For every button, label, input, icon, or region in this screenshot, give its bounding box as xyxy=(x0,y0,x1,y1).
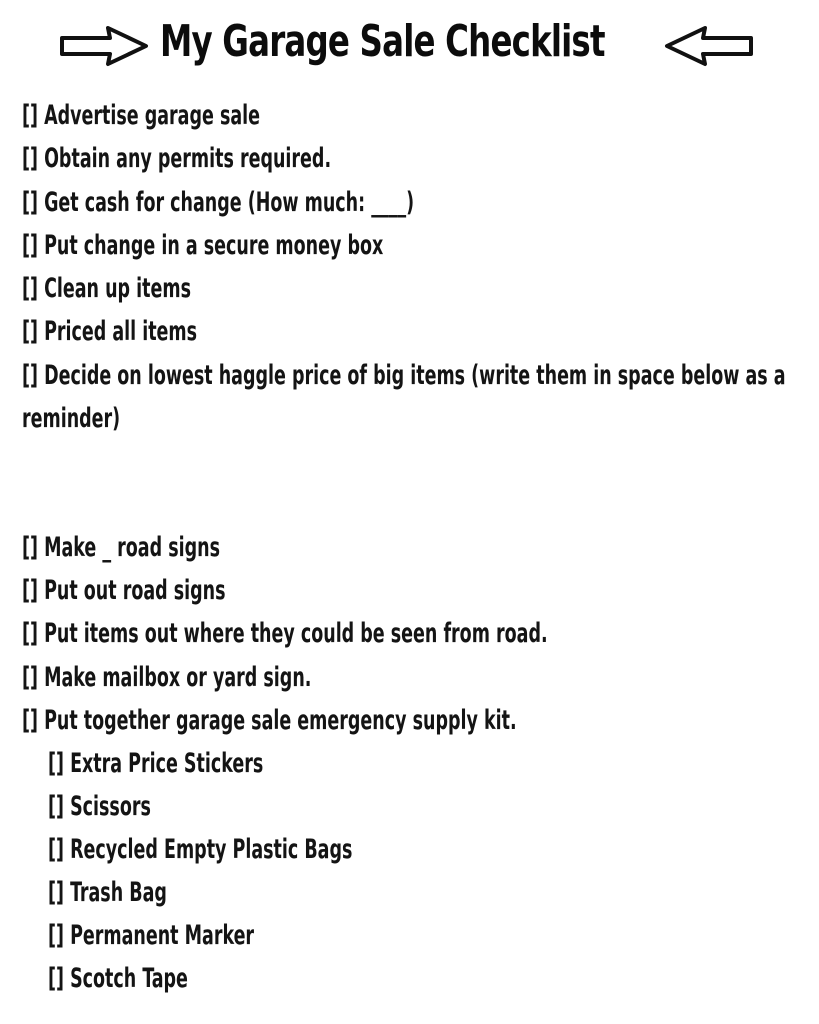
kit-item-price-stickers: [] Extra Price Stickers xyxy=(48,748,264,779)
kit-item-scotch-tape: [] Scotch Tape xyxy=(48,963,188,994)
checklist-item-money-box: [] Put change in a secure money box xyxy=(22,230,384,261)
arrow-right-icon xyxy=(58,24,150,68)
checklist-item-items-visible: [] Put items out where they could be seen from road. xyxy=(22,618,548,649)
title-row xyxy=(0,10,819,72)
arrow-left-icon xyxy=(663,24,755,68)
checklist-item-emergency-kit: [] Put together garage sale emergency supply kit. xyxy=(22,705,517,736)
checklist-item-make-signs: [] Make _ road signs xyxy=(22,532,221,563)
checklist-item-put-out-signs: [] Put out road signs xyxy=(22,575,226,606)
page-title: My Garage Sale Checklist xyxy=(160,16,605,67)
kit-item-permanent-marker: [] Permanent Marker xyxy=(48,920,255,951)
kit-item-scissors: [] Scissors xyxy=(48,791,151,822)
checklist-item-priced: [] Priced all items xyxy=(22,316,198,347)
checklist-item-mailbox-sign: [] Make mailbox or yard sign. xyxy=(22,662,312,693)
kit-item-plastic-bags: [] Recycled Empty Plastic Bags xyxy=(48,834,353,865)
checklist-item-haggle-price: [] Decide on lowest haggle price of big items (write them in space below as a reminder) xyxy=(22,360,786,434)
checklist-item-permits: [] Obtain any permits required. xyxy=(22,143,332,174)
checklist-item-advertise: [] Advertise garage sale xyxy=(22,100,261,131)
kit-item-trash-bag: [] Trash Bag xyxy=(48,877,167,908)
checklist-item-clean-up: [] Clean up items xyxy=(22,273,192,304)
checklist-item-cash: [] Get cash for change (How much: ____) xyxy=(22,187,415,218)
